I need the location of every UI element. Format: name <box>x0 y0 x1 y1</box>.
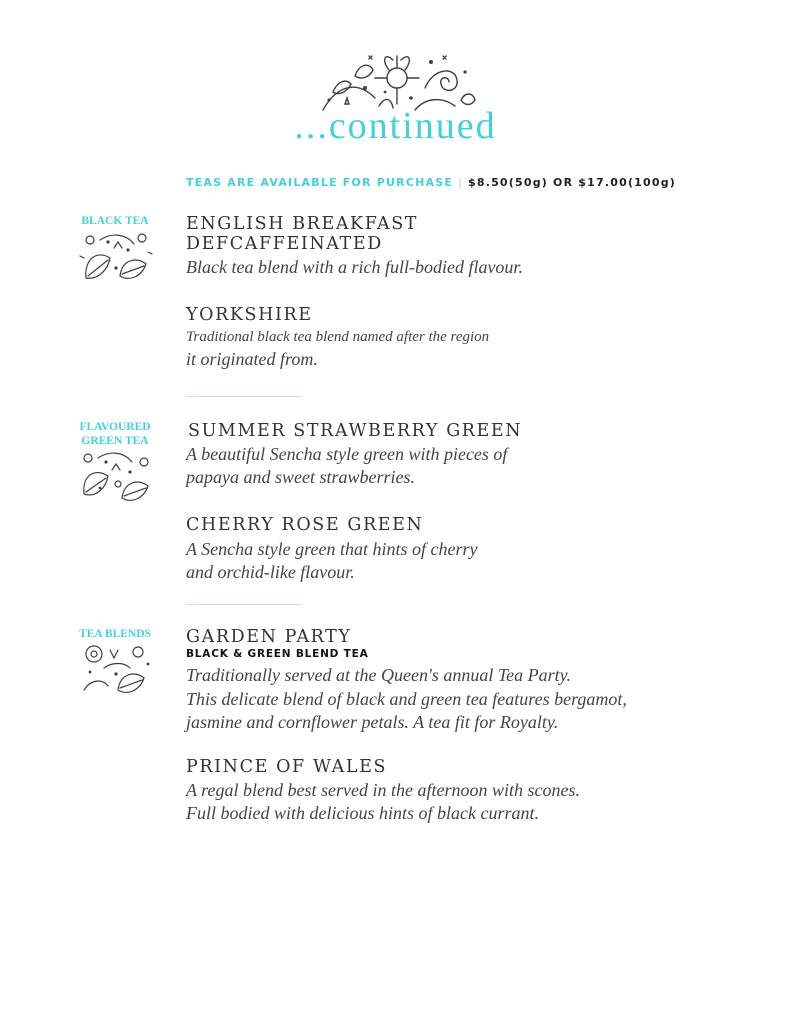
tea-description: it originated from. <box>186 349 318 369</box>
tea-name-garden-party: GARDEN PARTY <box>186 627 352 647</box>
section-divider <box>186 604 302 605</box>
tea-name-yorkshire: YORKSHIRE <box>186 305 313 325</box>
tea-description: Full bodied with delicious hints of black currant. <box>186 803 539 823</box>
tea-description: A regal blend best served in the afternoon with scones. <box>186 780 580 800</box>
tea-description: and orchid-like flavour. <box>186 562 355 582</box>
tea-subtitle: BLACK & GREEN BLEND TEA <box>186 648 369 660</box>
tea-description: jasmine and cornflower petals. A tea fit for Royalty. <box>186 712 559 732</box>
tea-description: papaya and sweet strawberries. <box>186 467 415 487</box>
purchase-separator: | <box>458 176 463 189</box>
purchase-lead: TEAS ARE AVAILABLE FOR PURCHASE <box>186 176 454 189</box>
tea-name-prince-of-wales: PRINCE OF WALES <box>186 757 388 777</box>
tea-blossom-icon <box>78 640 154 696</box>
purchase-price: $8.50(50g) OR $17.00(100g) <box>467 176 677 189</box>
section-divider <box>186 396 302 397</box>
tea-description: A Sencha style green that hints of cherry <box>186 539 478 559</box>
purchase-info <box>186 176 676 189</box>
category-label-tea-blends: TEA BLENDS <box>79 628 151 640</box>
tea-description: Traditional black tea blend named after the region <box>186 329 490 345</box>
category-label-flavoured: FLAVOURED <box>79 421 151 433</box>
page-title: ...continued <box>294 105 497 147</box>
category-label-black-tea: BLACK TEA <box>81 215 149 227</box>
tea-name-cherry-rose-green: CHERRY ROSE GREEN <box>186 515 424 535</box>
category-label-green-tea: GREEN TEA <box>81 435 149 447</box>
tea-name-english-breakfast: ENGLISH BREAKFAST <box>186 214 419 234</box>
tea-name-summer-strawberry-green: SUMMER STRAWBERRY GREEN <box>188 421 523 441</box>
tea-description: A beautiful Sencha style green with pieces of <box>186 444 508 464</box>
tea-leaves-icon <box>78 228 154 284</box>
tea-description: Traditionally served at the Queen's annual Tea Party. <box>186 665 572 685</box>
tea-description: Black tea blend with a rich full-bodied flavour. <box>186 257 523 277</box>
tea-leaves-icon <box>78 448 154 504</box>
tea-description: This delicate blend of black and green tea features bergamot, <box>186 689 627 709</box>
tea-name-english-breakfast-line2: DEFCAFFEINATED <box>186 234 383 254</box>
